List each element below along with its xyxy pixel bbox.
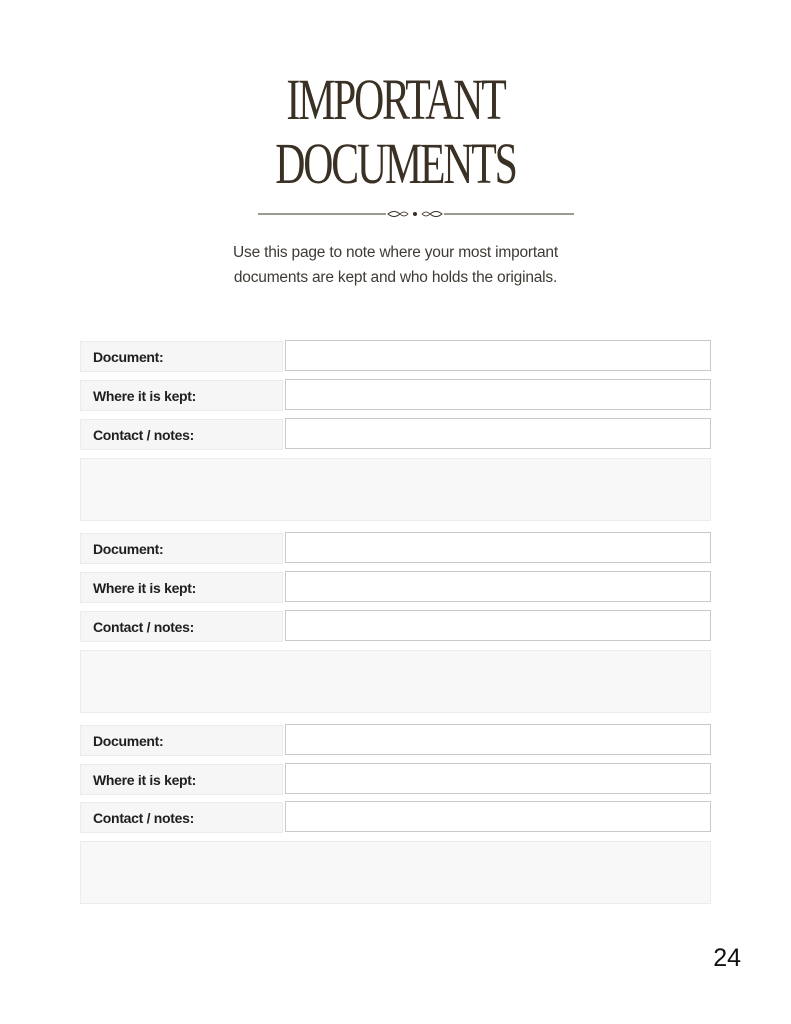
contact-label-cell bbox=[80, 802, 283, 833]
document-label-cell bbox=[80, 533, 283, 564]
page-instructions bbox=[0, 240, 791, 290]
location-label-cell bbox=[80, 572, 283, 603]
contact-label: Contact / notes: bbox=[93, 810, 194, 826]
instructions-line-1: Use this page to note where your most important bbox=[233, 244, 558, 261]
page-title-line-2: DOCUMENTS bbox=[275, 131, 516, 196]
contact-label-cell bbox=[80, 611, 283, 642]
contact-label: Contact / notes: bbox=[93, 619, 194, 635]
contact-field[interactable] bbox=[285, 610, 711, 641]
location-label: Where it is kept: bbox=[93, 388, 197, 404]
location-field[interactable] bbox=[285, 571, 711, 602]
location-field[interactable] bbox=[285, 763, 711, 794]
page-title-line-1: IMPORTANT bbox=[286, 67, 505, 132]
contact-label: Contact / notes: bbox=[93, 427, 194, 443]
notes-area[interactable] bbox=[80, 650, 711, 713]
location-label-cell bbox=[80, 380, 283, 411]
document-label-cell bbox=[80, 341, 283, 372]
contact-field[interactable] bbox=[285, 418, 711, 449]
notes-area[interactable] bbox=[80, 841, 711, 904]
contact-label-cell bbox=[80, 419, 283, 450]
document-field[interactable] bbox=[285, 532, 711, 563]
location-field[interactable] bbox=[285, 379, 711, 410]
page-number: 24 bbox=[713, 944, 741, 972]
notes-area[interactable] bbox=[80, 458, 711, 521]
document-field[interactable] bbox=[285, 724, 711, 755]
location-label-cell bbox=[80, 764, 283, 795]
document-label: Document: bbox=[93, 733, 164, 749]
contact-field[interactable] bbox=[285, 801, 711, 832]
document-label: Document: bbox=[93, 541, 164, 557]
document-label-cell bbox=[80, 725, 283, 756]
location-label: Where it is kept: bbox=[93, 580, 197, 596]
document-field[interactable] bbox=[285, 340, 711, 371]
document-label: Document: bbox=[93, 349, 164, 365]
location-label: Where it is kept: bbox=[93, 772, 197, 788]
ornamental-divider-icon bbox=[230, 206, 580, 222]
instructions-line-2: documents are kept and who holds the originals. bbox=[233, 269, 558, 286]
